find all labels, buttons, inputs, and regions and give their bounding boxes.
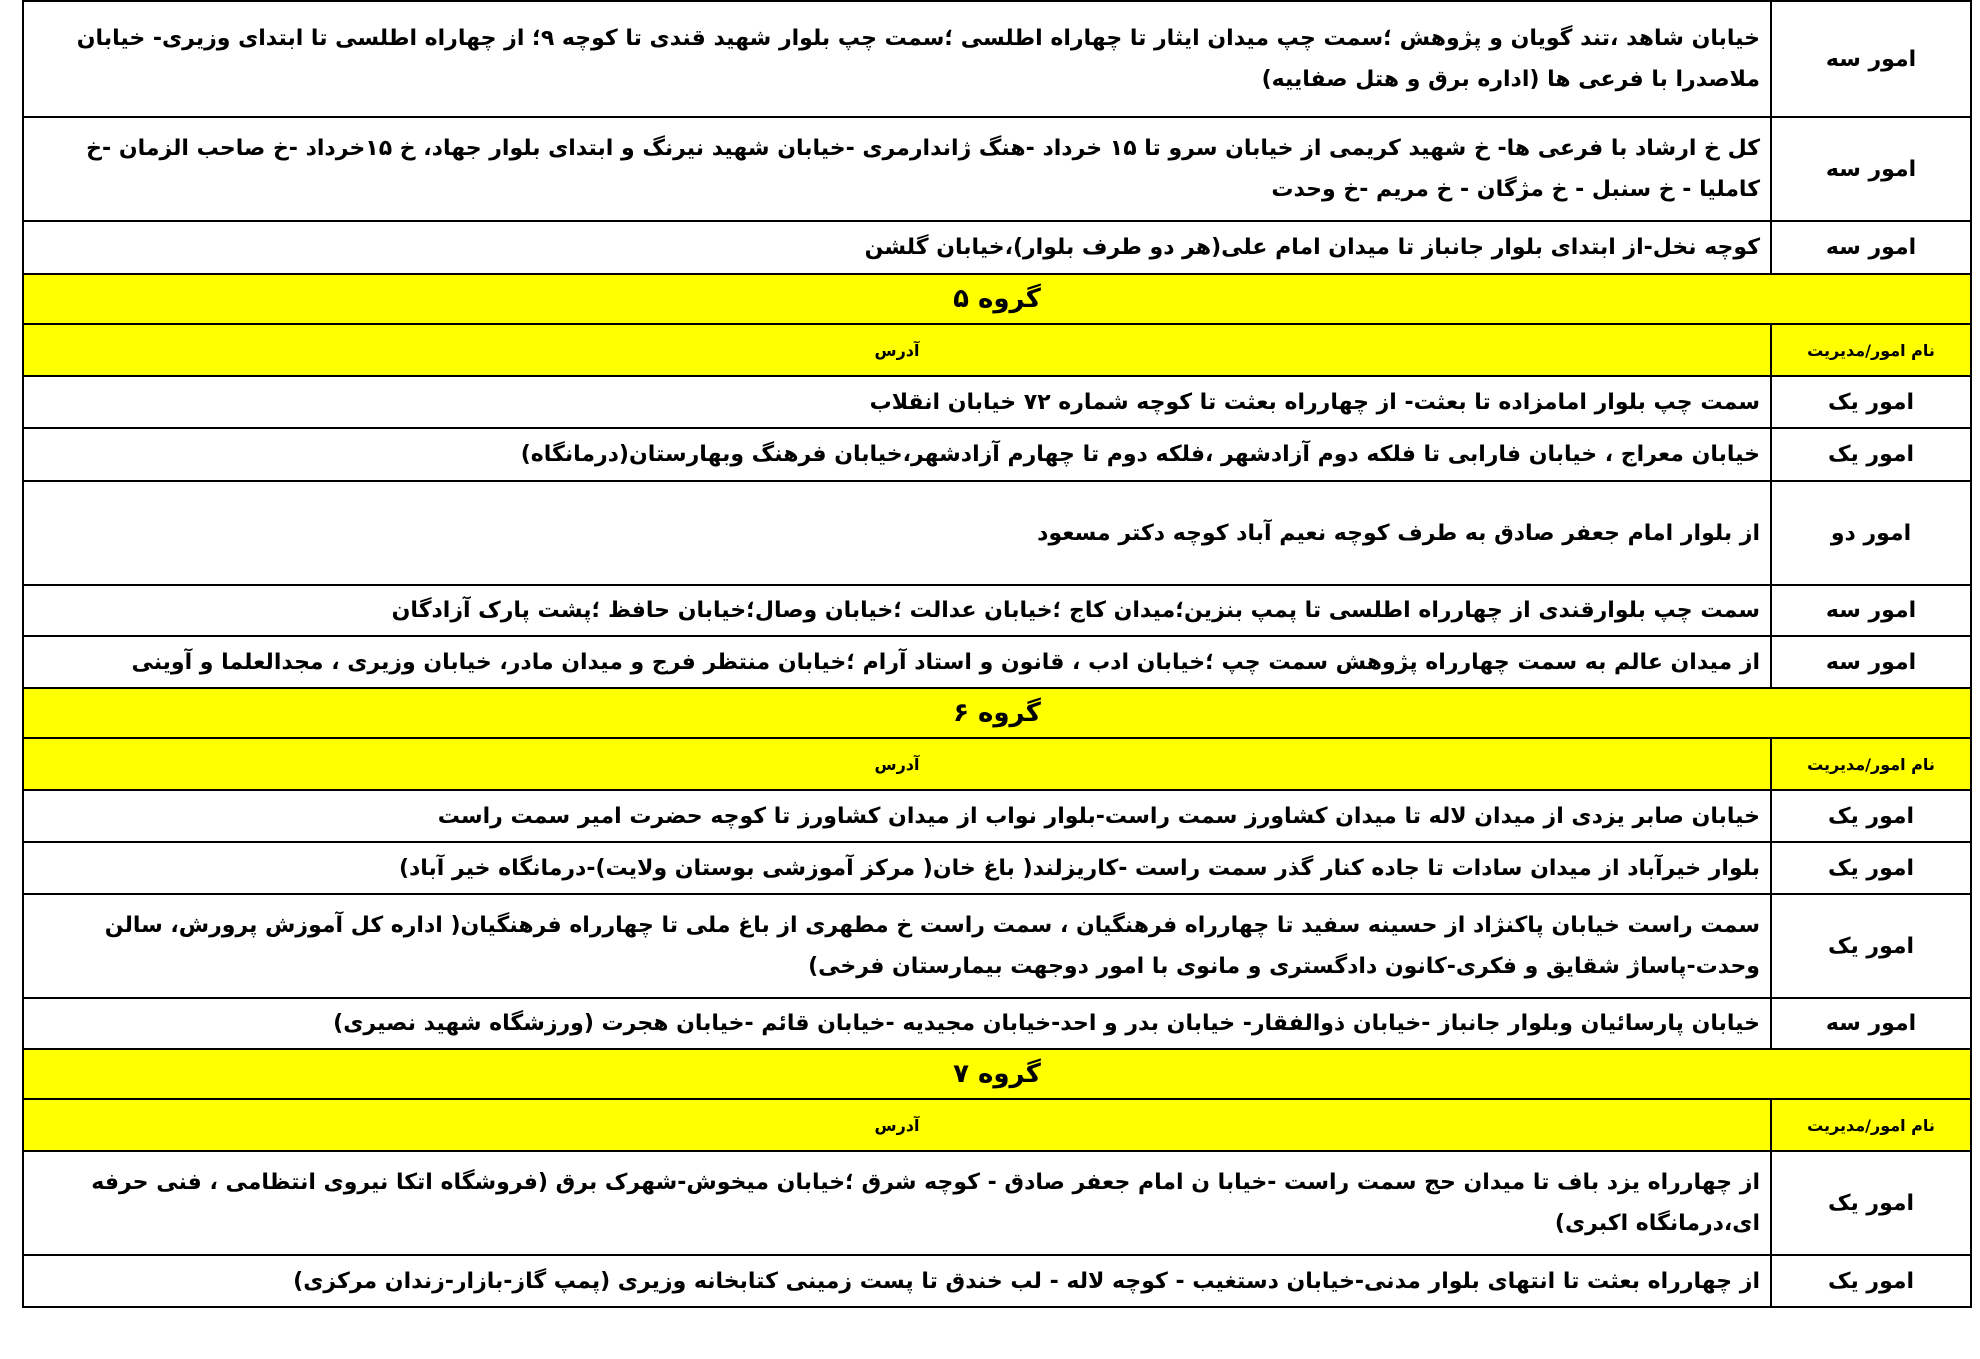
column-header-address: آدرس (23, 1099, 1771, 1151)
area-name-cell: امور یک (1771, 1255, 1971, 1307)
group-title: گروه ۶ (23, 688, 1971, 738)
outage-schedule-table (22, 0, 1972, 1308)
group-title-row (23, 688, 1971, 738)
address-cell: سمت راست خیابان پاکنژاد از حسینه سفید تا چهارراه فرهنگیان ، سمت راست خ مطهری از باغ ملی تا چهارراه فرهنگیان( اداره کل آموزش پرورش، سالن وحدت-پاساژ شقایق و فکری-کانون دادگستری و مانوی با امور دوجهت بیمارستان فرخی) (23, 894, 1771, 998)
table-row (23, 221, 1971, 274)
area-name-cell: امور سه (1771, 636, 1971, 688)
area-name-cell: امور سه (1771, 998, 1971, 1049)
address-cell: کل خ ارشاد با فرعی ها- خ شهید کریمی از خیابان سرو تا ۱۵ خرداد -هنگ ژاندارمری -خیابان شهید نیرنگ و ابتدای بلوار جهاد، خ ۱۵خرداد -خ صاحب الزمان -خ کاملیا - خ سنبل - خ مژگان - خ مریم -خ وحدت (23, 117, 1771, 221)
area-name-cell: امور دو (1771, 481, 1971, 585)
area-name-cell: امور یک (1771, 428, 1971, 481)
group-title: گروه ۷ (23, 1049, 1971, 1099)
group-title-row (23, 274, 1971, 324)
address-cell: خیابان شاهد ،تند گویان و پژوهش ؛سمت چپ میدان ایثار تا چهاراه اطلسی ؛سمت چپ بلوار شهید قندی تا کوچه ۹؛ از چهاراه اطلسی تا ابتدای وزیری- خیابان ملاصدرا با فرعی ها (اداره برق و هتل صفاییه) (23, 1, 1771, 117)
address-cell: از بلوار امام جعفر صادق به طرف کوچه نعیم آباد کوچه دکتر مسعود (23, 481, 1771, 585)
area-name-cell: امور سه (1771, 221, 1971, 274)
column-header-area: نام امور/مدیریت (1771, 738, 1971, 790)
area-name-cell: امور سه (1771, 585, 1971, 636)
table-row (23, 585, 1971, 636)
column-header-row (23, 324, 1971, 376)
column-header-area: نام امور/مدیریت (1771, 1099, 1971, 1151)
area-name-cell: امور یک (1771, 376, 1971, 428)
table-row (23, 894, 1971, 998)
address-cell: کوچه نخل-از ابتدای بلوار جانباز تا میدان امام علی(هر دو طرف بلوار)،خیابان گلشن (23, 221, 1771, 274)
address-cell: از چهارراه یزد باف تا میدان حج سمت راست -خیابا ن امام جعفر صادق - کوچه شرق ؛خیابان میخوش-شهرک برق (فروشگاه اتکا نیروی انتظامی ، فنی حرفه ای،درمانگاه اکبری) (23, 1151, 1771, 1255)
column-header-area: نام امور/مدیریت (1771, 324, 1971, 376)
address-cell: خیابان پارسائیان وبلوار جانباز -خیابان ذوالفقار- خیابان بدر و احد-خیابان مجیدیه -خیابان قائم -خیابان هجرت (ورزشگاه شهید نصیری) (23, 998, 1771, 1049)
area-name-cell: امور یک (1771, 894, 1971, 998)
table-row (23, 428, 1971, 481)
address-cell: سمت چپ بلوار امامزاده تا بعثت- از چهارراه بعثت تا کوچه شماره ۷۲ خیابان انقلاب (23, 376, 1771, 428)
table-row (23, 1255, 1971, 1307)
table-row (23, 790, 1971, 842)
table-row (23, 1, 1971, 117)
area-name-cell: امور سه (1771, 117, 1971, 221)
table-row (23, 636, 1971, 688)
column-header-row (23, 738, 1971, 790)
column-header-address: آدرس (23, 324, 1771, 376)
table-row (23, 117, 1971, 221)
area-name-cell: امور یک (1771, 790, 1971, 842)
address-cell: از چهارراه بعثت تا انتهای بلوار مدنی-خیابان دستغیب - کوچه لاله - لب خندق تا پست زمینی کتابخانه وزیری (پمپ گاز-بازار-زندان مرکزی) (23, 1255, 1771, 1307)
group-title-row (23, 1049, 1971, 1099)
table-row (23, 842, 1971, 894)
column-header-address: آدرس (23, 738, 1771, 790)
area-name-cell: امور یک (1771, 1151, 1971, 1255)
address-cell: از میدان عالم به سمت چهارراه پژوهش سمت چپ ؛خیابان ادب ، قانون و استاد آرام ؛خیابان منتظر فرج و میدان مادر، خیابان وزیری ، مجدالعلما و آوینی (23, 636, 1771, 688)
table-row (23, 998, 1971, 1049)
table-row (23, 481, 1971, 585)
table-row (23, 1151, 1971, 1255)
address-cell: بلوار خیرآباد از میدان سادات تا جاده کنار گذر سمت راست -کاریزلند( باغ خان( مرکز آموزشی بوستان ولایت)-درمانگاه خیر آباد) (23, 842, 1771, 894)
group-title: گروه ۵ (23, 274, 1971, 324)
column-header-row (23, 1099, 1971, 1151)
area-name-cell: امور یک (1771, 842, 1971, 894)
table-row (23, 376, 1971, 428)
address-cell: سمت چپ بلوارقندی از چهارراه اطلسی تا پمپ بنزین؛میدان کاج ؛خیابان عدالت ؛خیابان وصال؛خیابان حافظ ؛پشت پارک آزادگان (23, 585, 1771, 636)
address-cell: خیابان معراج ، خیابان فارابی تا فلکه دوم آزادشهر ،فلکه دوم تا چهارم آزادشهر،خیابان فرهنگ وبهارستان(درمانگاه) (23, 428, 1771, 481)
area-name-cell: امور سه (1771, 1, 1971, 117)
address-cell: خیابان صابر یزدی از میدان لاله تا میدان کشاورز سمت راست-بلوار نواب از میدان کشاورز تا کوچه حضرت امیر سمت راست (23, 790, 1771, 842)
